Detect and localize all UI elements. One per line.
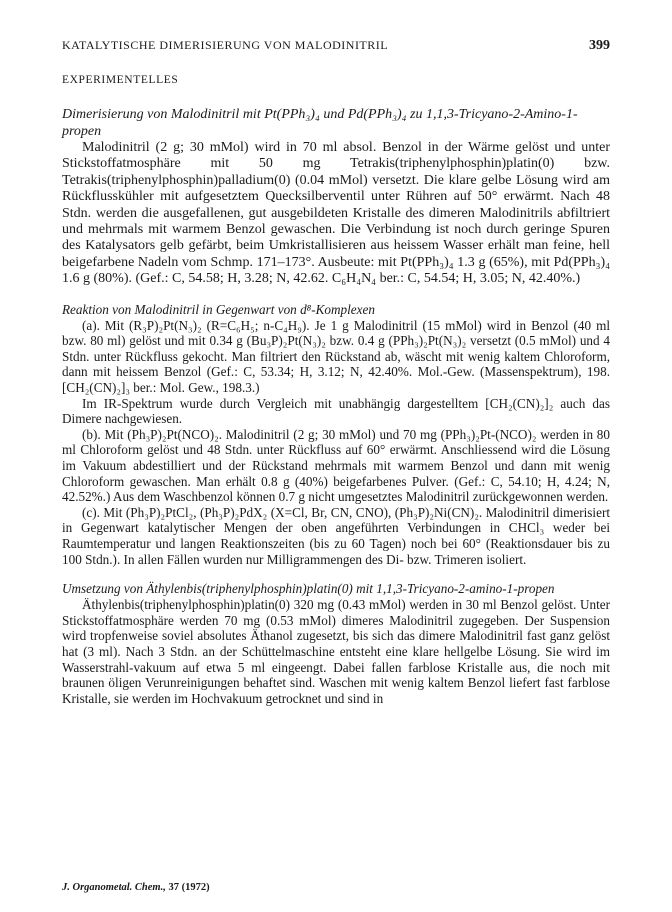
body-paragraph: Äthylenbis(triphenylphosphin)platin(0) 320 mg (0.43 mMol) werden in 30 ml Benzol gelöst. Unter Stickstoffatmosphäre werden 70 mg (0.53 mMol) dimeres Malodinitril zugegeben. Der Suspension wird tropfenweise soviel absolutes Äthanol zugesetzt, bis sich das dimere Malodinitril fast ganz gelöst hat (3 ml). Nach 3 Stdn. an der Schüttelmaschine entsteht eine klare hellgelbe Lösung. Sie wird im Wasserstrahl-vakuum auf etwa 5 ml eingeengt. Dabei fallen farblose Kristalle aus, die noch mit braunen öligen Verunreinigungen behaftet sind. Waschen mit wenig kaltem Benzol liefert fast farblose Kristalle, sie werden im Hochvakuum getrocknet und sind in — [62, 597, 610, 706]
body-paragraph: Malodinitril (2 g; 30 mMol) wird in 70 ml absol. Benzol in der Wärme gelöst und unter Stickstoffatmosphäre mit 50 mg Tetrakis(triphenylphosphin)platin(0) bzw. Tetrakis(triphenylphosphin)palladium(0) (0.04 mMol) versetzt. Die klare gelbe Lösung wird am Rückflusskühler mit aufgesetztem Quecksilberventil unter Rühren auf 50° erwärmt. Nach 48 Stdn. werden die ausgefallenen, gut ausgebildeten Kristalle des dimeren Malodinitrils abfiltriert und mehrmals mit warmem Benzol gewaschen. Die Verbindung ist noch durch geringe Spuren des Katalysators gelb gefärbt, beim Umkristallisieren aus heissem Wasser erhält man feine, hell beigefarbene Nadeln vom Schmp. 171–173°. Ausbeute: mit Pt(PPh₃)₄ 1.3 g (65%), mit Pd(PPh₃)₄ 1.6 g (80%). (Gef.: C, 54.58; H, 3.28; N, 42.62. C₆H₄N₄ ber.: C, 54.54; H, 3.05; N, 42.40%.) — [62, 140, 610, 287]
journal-volume: 37 (1972) — [168, 882, 210, 893]
journal-footer — [62, 882, 210, 893]
journal-name: J. Organometal. Chem., — [62, 882, 166, 893]
body-paragraph: (b). Mit (Ph₃P)₂Pt(NCO)₂. Malodinitril (2 g; 30 mMol) und 70 mg (PPh₃)₂Pt-(NCO)₂ werden in 80 ml Chloroform gelöst und 48 Stdn. unter Rückfluss auf 60° erwärmt. Anschliessend wird die Lösung im Vakuum abdestilliert und der Rückstand mehrmals mit warmem Benzol und dann mit wenig Chloroform gewaschen. Man erhält 0.8 g (40%) beigefarbenes Pulver. (Gef.: C, 54.10; H, 4.24; N, 42.52%.) Aus dem Waschbenzol können 0.7 g nicht umgesetztes Malodinitril zurückgewonnen werden. — [62, 426, 610, 505]
body-paragraph: (a). Mit (R₃P)₂Pt(N₃)₂ (R=C₆H₅; n-C₄H₉). Je 1 g Malodinitril (15 mMol) wird in Benzol (40 ml bzw. 80 ml) gelöst und mit 0.34 g (Bu₃P)₂Pt(N₃)₂ bzw. 0.4 g (PPh₃)₂Pt(N₃)₂ versetzt (0.5 mMol) und 4 Stdn. unter Rückfluss gekocht. Man filtriert den Rückstand ab, wäscht mit wenig kaltem Chloroform, dann mit heissem Benzol (Gef.: C, 53.34; H, 3.12; N, 42.40%. Mol.-Gew. (Massenspektrum), 198. [CH₂(CN)₂]₃ ber.: Mol. Gew., 198.3.) — [62, 317, 610, 396]
block-heading: Dimerisierung von Malodinitril mit Pt(PPh₃)₄ und Pd(PPh₃)₄ zu 1,1,3-Tricyano-2-Amino-1-propen — [62, 107, 578, 139]
section-title: EXPERIMENTELLES — [62, 74, 179, 86]
body-paragraph: Im IR-Spektrum wurde durch Vergleich mit unabhängig dargestelltem [CH₂(CN)₂]₂ auch das Dimere nachgewiesen. — [62, 395, 610, 427]
body-paragraph: (c). Mit (Ph₃P)₂PtCl₂, (Ph₃P)₂PdX₂ (X=Cl, Br, CN, CNO), (Ph₃P)₂Ni(CN)₂. Malodinitril dimerisiert in Gegenwart katalytischer Mengen der oben angeführten Verbindungen in CHCl₃ weder bei Raumtemperatur und langen Reaktionszeiten (bis zu 60 Tagen) noch bei 60° (Reaktionsdauer bis zu 100 Stdn.). In allen Fällen wurden nur Milligrammengen des Di- bzw. Trimeren isoliert. — [62, 504, 610, 567]
block-heading: Reaktion von Malodinitril in Gegenwart von d⁸-Komplexen — [62, 301, 375, 317]
running-header — [62, 38, 610, 54]
block-dimerisierung — [62, 106, 610, 288]
block-reaktion — [62, 302, 610, 568]
block-heading: Umsetzung von Äthylenbis(triphenylphosphin)platin(0) mit 1,1,3-Tricyano-2-amino-1-propen — [62, 581, 555, 597]
article-page — [62, 38, 610, 706]
running-title: KATALYTISCHE DIMERISIERUNG VON MALODINITRIL — [62, 38, 389, 52]
page-number: 399 — [589, 38, 610, 53]
block-umsetzung — [62, 581, 610, 706]
